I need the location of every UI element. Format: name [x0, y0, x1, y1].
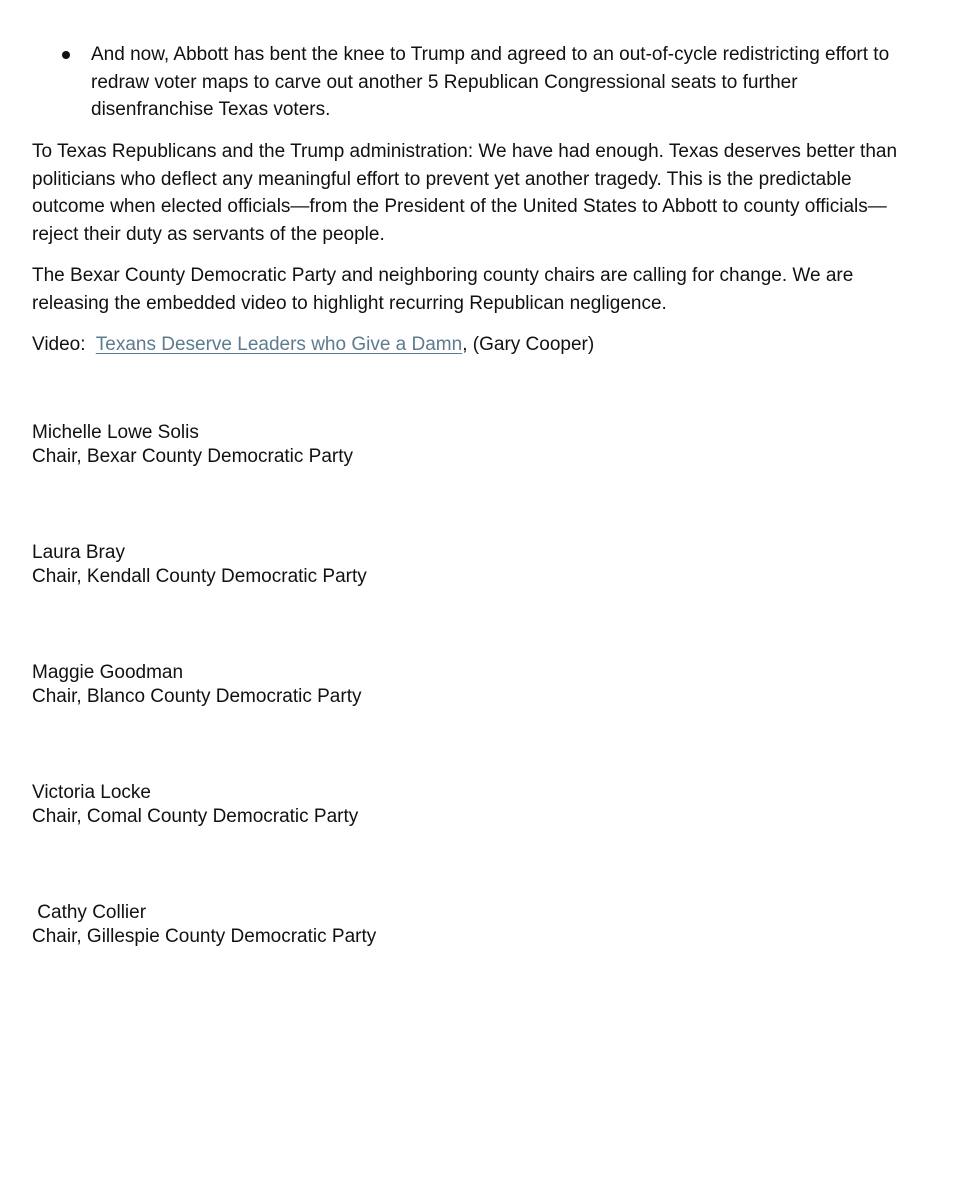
signer-name: Victoria Locke — [32, 782, 151, 803]
signer-block — [32, 781, 632, 829]
video-line — [32, 331, 912, 359]
bullet-text: And now, Abbott has bent the knee to Trump and agreed to an out-of-cycle redistricting effort to redraw voter maps to carve out another 5 Republican Congressional seats to further disenfranchise Texas voters. — [91, 44, 890, 120]
video-link[interactable]: Texans Deserve Leaders who Give a Damn — [95, 334, 463, 355]
signer-title: Chair, Gillespie County Democratic Party — [32, 926, 377, 947]
bullet-dot-icon — [62, 51, 70, 59]
signer-name: Laura Bray — [32, 542, 125, 563]
signer-block — [32, 901, 632, 949]
video-suffix: , (Gary Cooper) — [462, 334, 595, 355]
signer-block — [32, 421, 632, 469]
signer-title: Chair, Blanco County Democratic Party — [32, 686, 362, 707]
signer-block — [32, 541, 632, 589]
bullet-list — [32, 41, 912, 124]
video-prefix: Video: — [32, 334, 96, 355]
signer-block — [32, 661, 632, 709]
signer-title: Chair, Bexar County Democratic Party — [32, 446, 354, 467]
signer-name: Cathy Collier — [32, 902, 147, 923]
bullet-item — [32, 41, 912, 124]
paragraph-calling-for-change: The Bexar County Democratic Party and neighboring county chairs are calling for change. We are releasing the embedded video to highlight recurring Republican negligence. — [32, 265, 854, 314]
signer-title: Chair, Kendall County Democratic Party — [32, 566, 367, 587]
signer-title: Chair, Comal County Democratic Party — [32, 806, 359, 827]
signer-name: Michelle Lowe Solis — [32, 422, 199, 443]
signer-name: Maggie Goodman — [32, 662, 184, 683]
paragraph-enough: To Texas Republicans and the Trump administration: We have had enough. Texas deserves better than politicians who deflect any meaningful effort to prevent yet another tragedy. This is the predictable outcome when elected officials—from the President of the United States to Abbott to county officials—reject their duty as servants of the people. — [32, 141, 898, 245]
